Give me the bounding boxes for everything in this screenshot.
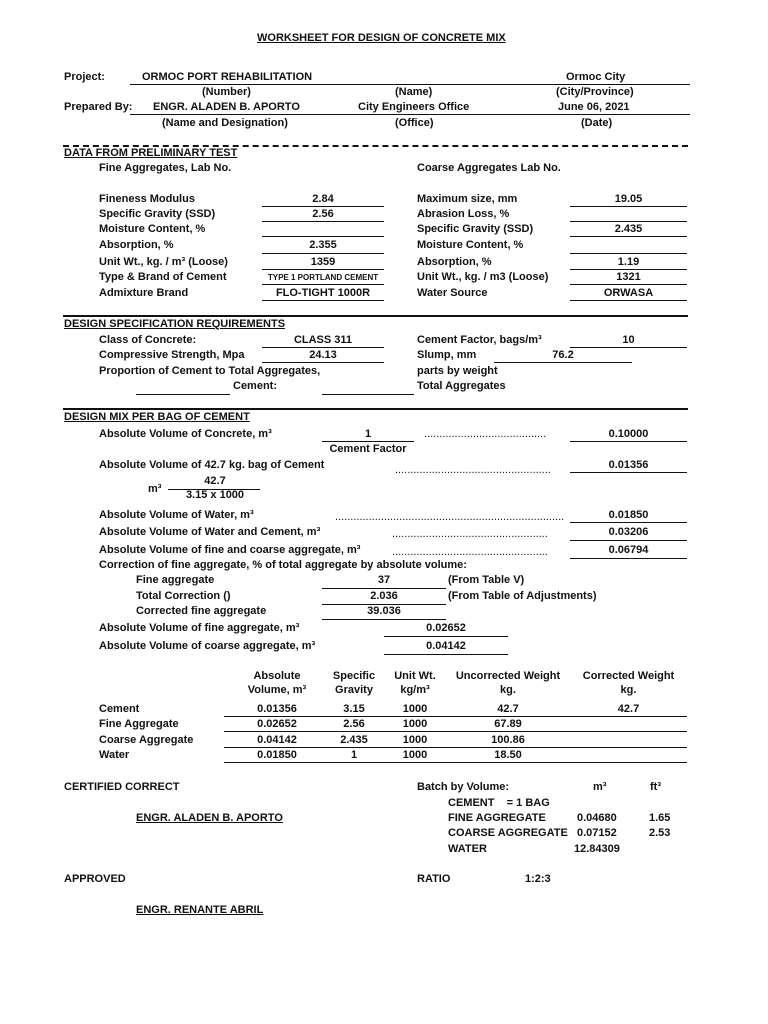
value-line [384, 636, 508, 637]
date-value: June 06, 2021 [558, 101, 630, 113]
prelim-left-value: FLO-TIGHT 1000R [275, 287, 371, 299]
value-line [570, 236, 687, 237]
table-rule [224, 747, 687, 748]
table-cell: 2.56 [343, 718, 365, 730]
value-line [570, 221, 687, 222]
table-cell: 1 [350, 749, 358, 761]
prelim-right-value: 1.19 [617, 256, 640, 268]
table-cell: 42.7 [497, 703, 519, 715]
table-cell: 0.02652 [257, 718, 297, 730]
table-header: Volume, m³ [247, 684, 307, 696]
table-cell: 1000 [402, 718, 428, 730]
correction-label: Correction of fine aggregate, % of total aggregate by absolute volume: [99, 559, 467, 571]
table-cell: 2.435 [340, 734, 368, 746]
value-line [262, 206, 384, 207]
prelim-left-value: TYPE 1 PORTLAND CEMENT [267, 273, 379, 282]
abs-coarse-label: Absolute Volume of coarse aggregate, m³ [99, 640, 316, 652]
table-header: Specific [332, 670, 376, 682]
value-line [262, 284, 384, 285]
batch-item-name: FINE AGGREGATE [448, 812, 546, 824]
value-line [262, 253, 384, 254]
value-line [262, 347, 384, 348]
table-cell: 67.89 [494, 718, 522, 730]
prelim-right-label: Maximum size, mm [417, 193, 518, 205]
prelim-left-value: 2.56 [312, 208, 334, 220]
fine-lab-label: Fine Aggregates, Lab No. [99, 162, 232, 174]
batch-item-ft3: 1.65 [649, 812, 671, 824]
prelim-right-label: Specific Gravity (SSD) [417, 223, 534, 235]
one-value: 1 [364, 428, 372, 440]
m3-heading: m³ [593, 781, 607, 793]
table-cell: 100.86 [491, 734, 525, 746]
table-row-label: Cement [99, 703, 140, 715]
prelim-right-label: Abrasion Loss, % [417, 208, 510, 220]
abs-coarse-value: 0.04142 [426, 640, 466, 652]
batch-item-name: WATER [448, 843, 487, 855]
table-row-label: Coarse Aggregate [99, 734, 194, 746]
table-header: kg. [620, 684, 637, 696]
prelim-left-value: 1359 [310, 256, 336, 268]
office-value: City Engineers Office [358, 101, 470, 113]
prelim-right-value: 2.435 [614, 223, 643, 235]
dots: ........................................ [424, 428, 547, 440]
batch-item-m3: 12.84309 [574, 843, 620, 855]
dots: ........................................................................... [335, 511, 565, 523]
value-line [262, 269, 384, 270]
cement-factor-value: 10 [622, 334, 635, 346]
corrected-value: 39.036 [367, 605, 401, 617]
class-label: Class of Concrete: [99, 334, 197, 346]
coarse-lab-label: Coarse Aggregates Lab No. [417, 162, 561, 174]
proportion-label: Proportion of Cement to Total Aggregates, [99, 365, 321, 377]
prelim-left-label: Unit Wt., kg. / m³ (Loose) [99, 256, 228, 268]
ft3-heading: ft³ [650, 781, 661, 793]
batch-item-m3: 0.07152 [577, 827, 617, 839]
value-line [570, 540, 687, 541]
value-line [322, 588, 446, 589]
prelim-left-label: Absorption, % [99, 239, 174, 251]
spec-heading: DESIGN SPECIFICATION REQUIREMENTS [64, 318, 286, 330]
ratio-label: RATIO [417, 873, 451, 885]
table-rule [224, 731, 687, 732]
prelim-right-label: Unit Wt., kg. / m3 (Loose) [417, 271, 549, 283]
abs-concrete-value: 0.10000 [608, 428, 649, 440]
value-line [262, 300, 384, 301]
certified-label: CERTIFIED CORRECT [64, 781, 180, 793]
cement-factor-caption: Cement Factor [329, 443, 407, 455]
abs-fine-value: 0.02652 [426, 622, 466, 634]
city-caption: (City/Province) [556, 86, 634, 98]
strength-label: Compressive Strength, Mpa [99, 349, 245, 361]
total-corr-label: Total Correction () [136, 590, 231, 602]
prelim-right-value: 19.05 [614, 193, 643, 205]
prelim-left-label: Type & Brand of Cement [99, 271, 227, 283]
value-line [570, 558, 687, 559]
value-line [322, 394, 414, 395]
table-cell: 3.15 [343, 703, 365, 715]
value-line [384, 654, 508, 655]
project-label: Project: [64, 71, 105, 83]
value-line [570, 441, 687, 442]
dots: ................................................... [395, 464, 551, 476]
table-cell: 1000 [402, 749, 428, 761]
parts-label: parts by weight [417, 365, 498, 377]
fraction-line [322, 441, 414, 442]
cement-label: Cement: [233, 380, 278, 392]
value-line [570, 300, 687, 301]
prelim-left-label: Admixture Brand [99, 287, 189, 299]
bag-value: 0.01356 [608, 459, 649, 471]
prepared-value: ENGR. ALADEN B. APORTO [153, 101, 300, 113]
table-header: Uncorrected Weight [455, 670, 561, 682]
date-caption: (Date) [581, 117, 613, 129]
prelim-left-label: Moisture Content, % [99, 223, 206, 235]
city-value: Ormoc City [566, 71, 626, 83]
prelim-right-label: Water Source [417, 287, 488, 299]
dots: ................................................... [392, 528, 548, 540]
table-rule [224, 716, 687, 717]
batch-item-m3: 0.04680 [577, 812, 617, 824]
table-header: Corrected Weight [582, 670, 675, 682]
wc-value: 0.03206 [608, 526, 649, 538]
batch-item-name: COARSE AGGREGATE [448, 827, 568, 839]
numerator: 42.7 [204, 475, 226, 487]
prelim-left-value: 2.84 [312, 193, 334, 205]
value-line [262, 221, 384, 222]
table-header: Unit Wt. [394, 670, 436, 682]
table-cell: 0.04142 [257, 734, 297, 746]
total-corr-value: 2.036 [370, 590, 398, 602]
batch-label: Batch by Volume: [417, 781, 510, 793]
ratio-value: 1:2:3 [525, 873, 551, 885]
fc-value: 0.06794 [608, 544, 649, 556]
prelim-left-label: Fineness Modulus [99, 193, 195, 205]
total-agg-label: Total Aggregates [417, 380, 506, 392]
number-caption: (Number) [202, 86, 251, 98]
value-line [262, 362, 384, 363]
cement-factor-label: Cement Factor, bags/m³ [417, 334, 542, 346]
m3-label: m³ [148, 483, 162, 495]
value-line [570, 522, 687, 523]
corrected-label: Corrected fine aggregate [136, 605, 267, 617]
table-row-label: Fine Aggregate [99, 718, 179, 730]
value-line [570, 253, 687, 254]
office-caption: (Office) [395, 117, 434, 129]
value-line [494, 362, 632, 363]
denominator: 3.15 x 1000 [185, 489, 245, 501]
value-line [322, 619, 446, 620]
prelim-left-label: Specific Gravity (SSD) [99, 208, 216, 220]
table-rule [224, 762, 687, 763]
value-line [570, 347, 687, 348]
table-header: Gravity [335, 684, 373, 696]
designation-caption: (Name and Designation) [162, 117, 288, 129]
fine-agg-value: 37 [377, 574, 391, 586]
value-line [570, 269, 687, 270]
abs-concrete-label: Absolute Volume of Concrete, m³ [99, 428, 272, 440]
strength-value: 24.13 [309, 349, 337, 361]
from-table-v: (From Table V) [448, 574, 525, 586]
table-header: kg/m³ [400, 684, 430, 696]
value-line [570, 472, 687, 473]
value-line [262, 236, 384, 237]
header-line [130, 84, 690, 85]
prelim-left-value: 2.355 [309, 239, 337, 251]
table-cell: 1000 [402, 734, 428, 746]
table-cell: 0.01356 [257, 703, 297, 715]
value-line [136, 394, 230, 395]
water-label: Absolute Volume of Water, m³ [99, 509, 254, 521]
water-value: 0.01850 [608, 509, 649, 521]
table-cell: 1000 [402, 703, 428, 715]
section-divider [63, 408, 688, 410]
slump-label: Slump, mm [417, 349, 477, 361]
table-header: Absolute [253, 670, 301, 682]
slump-value: 76.2 [552, 349, 574, 361]
project-value: ORMOC PORT REHABILITATION [142, 71, 313, 83]
class-value: CLASS 311 [293, 334, 353, 346]
bag-label: Absolute Volume of 42.7 kg. bag of Cement [99, 459, 325, 471]
batch-item-ft3: 2.53 [649, 827, 671, 839]
cement-batch: CEMENT = 1 BAG [448, 797, 550, 809]
from-table-adj: (From Table of Adjustments) [448, 590, 597, 602]
prepared-label: Prepared By: [64, 101, 133, 113]
header-line [130, 114, 690, 115]
prelim-right-label: Absorption, % [417, 256, 492, 268]
abs-fine-label: Absolute Volume of fine aggregate, m³ [99, 622, 300, 634]
certifier-name: ENGR. ALADEN B. APORTO [136, 812, 283, 824]
name-caption: (Name) [395, 86, 433, 98]
table-cell: 0.01850 [257, 749, 297, 761]
value-line [570, 284, 687, 285]
prelim-right-value: 1321 [616, 271, 641, 283]
page-title: WORKSHEET FOR DESIGN OF CONCRETE MIX [257, 32, 506, 44]
fc-label: Absolute Volume of fine and coarse aggregate, m³ [99, 544, 361, 556]
approver-name: ENGR. RENANTE ABRIL [136, 904, 264, 916]
wc-label: Absolute Volume of Water and Cement, m³ [99, 526, 321, 538]
approved-label: APPROVED [64, 873, 126, 885]
table-cell: 42.7 [617, 703, 640, 715]
prelim-right-label: Moisture Content, % [417, 239, 524, 251]
fine-agg-label: Fine aggregate [136, 574, 215, 586]
mix-heading: DESIGN MIX PER BAG OF CEMENT [64, 411, 250, 423]
prelim-heading: DATA FROM PRELIMINARY TEST [64, 147, 238, 159]
table-cell: 18.50 [494, 749, 522, 761]
prelim-right-value: ORWASA [603, 287, 654, 299]
value-line [570, 206, 687, 207]
table-row-label: Water [99, 749, 130, 761]
section-divider [63, 315, 688, 317]
table-header: kg. [500, 684, 516, 696]
dots: ................................................... [392, 546, 548, 558]
